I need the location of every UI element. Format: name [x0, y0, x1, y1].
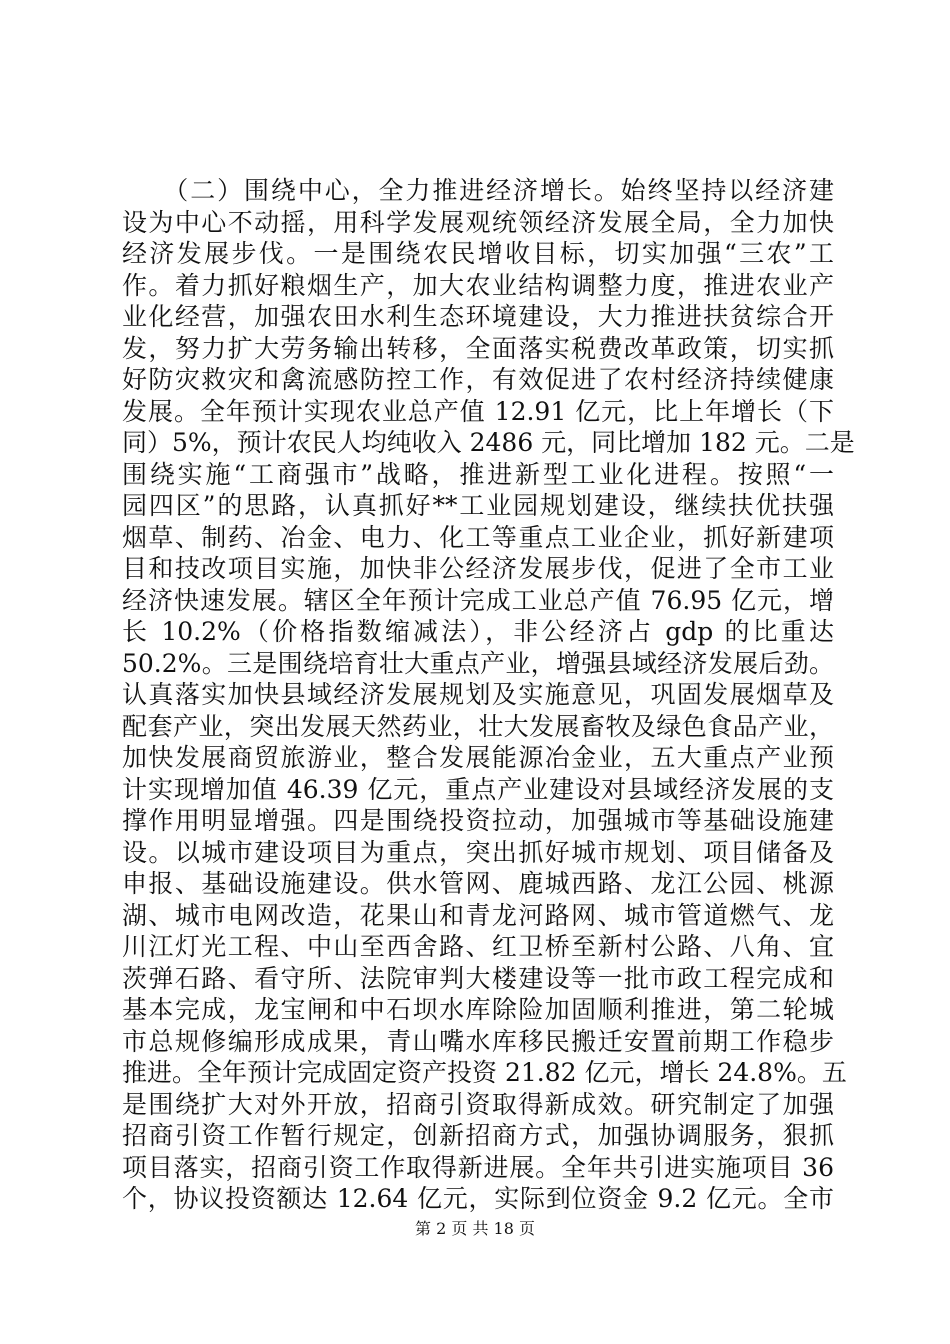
- page-number-footer: 第 2 页 共 18 页: [415, 1219, 535, 1238]
- text-line: 业化经营，加强农田水利生态环境建设，大力推进扶贫综合开: [122, 302, 834, 331]
- text-line: 招商引资工作暂行规定，创新招商方式，加强协调服务，狠抓: [122, 1121, 834, 1150]
- text-line: 认真落实加快县域经济发展规划及实施意见，巩固发展烟草及: [122, 680, 834, 709]
- text-line: 加快发展商贸旅游业，整合发展能源冶金业，五大重点产业预: [122, 743, 834, 772]
- text-line: 设为中心不动摇，用科学发展观统领经济发展全局，全力加快: [122, 207, 834, 237]
- text-line: 烟草、制药、冶金、电力、化工等重点工业企业，抓好新建项: [122, 522, 834, 552]
- text-line: 配套产业，突出发展天然药业，壮大发展畜牧及绿色食品产业，: [122, 711, 834, 741]
- text-line: 推进。全年预计完成固定资产投资 21.82 亿元，增长 24.8%。五: [122, 1058, 847, 1087]
- text-line: 茨弹石路、看守所、法院审判大楼建设等一批市政工程完成和: [122, 963, 834, 993]
- text-line: 同）5%，预计农民人均纯收入 2486 元，同比增加 182 元。二是: [122, 428, 855, 457]
- text-line: 湖、城市电网改造，花果山和青龙河路网、城市管道燃气、龙: [122, 900, 834, 930]
- text-line: 川江灯光工程、中山至西舍路、红卫桥至新村公路、八角、宜: [122, 932, 834, 961]
- text-line: 50.2%。三是围绕培育壮大重点产业，增强县域经济发展后劲。: [122, 648, 834, 678]
- text-line: 项目落实，招商引资工作取得新进展。全年共引进实施项目 36: [122, 1152, 834, 1182]
- text-line: 目和技改项目实施，加快非公经济发展步伐，促进了全市工业: [122, 554, 834, 583]
- text-line: 是围绕扩大对外开放，招商引资取得新成效。研究制定了加强: [122, 1089, 834, 1119]
- body-text: [122, 175, 855, 1215]
- text-line: 经济发展步伐。一是围绕农民增收目标，切实加强“三农”工: [122, 239, 834, 268]
- text-line: 好防灾救灾和禽流感防控工作，有效促进了农村经济持续健康: [122, 365, 834, 394]
- text-line: 撑作用明显增强。四是围绕投资拉动，加强城市等基础设施建: [122, 806, 834, 835]
- text-line: 经济快速发展。辖区全年预计完成工业总产值 76.95 亿元，增: [122, 585, 834, 615]
- text-line: 发展。全年预计实现农业总产值 12.91 亿元，比上年增长（下: [122, 396, 834, 426]
- text-line: （二）围绕中心，全力推进经济增长。始终坚持以经济建: [122, 176, 834, 205]
- text-line: 个，协议投资额达 12.64 亿元，实际到位资金 9.2 亿元。全市: [122, 1184, 834, 1213]
- text-line: 园四区”的思路，认真抓好**工业园规划建设，继续扶优扶强: [122, 491, 834, 520]
- text-line: 长 10.2%（价格指数缩减法），非公经济占 gdp 的比重达: [122, 617, 834, 646]
- text-line: 市总规修编形成成果，青山嘴水库移民搬迁安置前期工作稳步: [122, 1026, 834, 1056]
- text-line: 计实现增加值 46.39 亿元，重点产业建设对县域经济发展的支: [122, 774, 834, 804]
- text-line: 发，努力扩大劳务输出转移，全面落实税费改革政策，切实抓: [122, 333, 834, 363]
- text-line: 基本完成，龙宝闸和中石坝水库除险加固顺利推进，第二轮城: [122, 995, 834, 1024]
- text-line: 围绕实施“工商强市”战略，推进新型工业化进程。按照“一: [122, 459, 834, 489]
- text-line: 作。着力抓好粮烟生产，加大农业结构调整力度，推进农业产: [122, 270, 834, 300]
- text-line: 申报、基础设施建设。供水管网、鹿城西路、龙江公园、桃源: [122, 869, 834, 898]
- text-line: 设。以城市建设项目为重点，突出抓好城市规划、项目储备及: [122, 837, 834, 867]
